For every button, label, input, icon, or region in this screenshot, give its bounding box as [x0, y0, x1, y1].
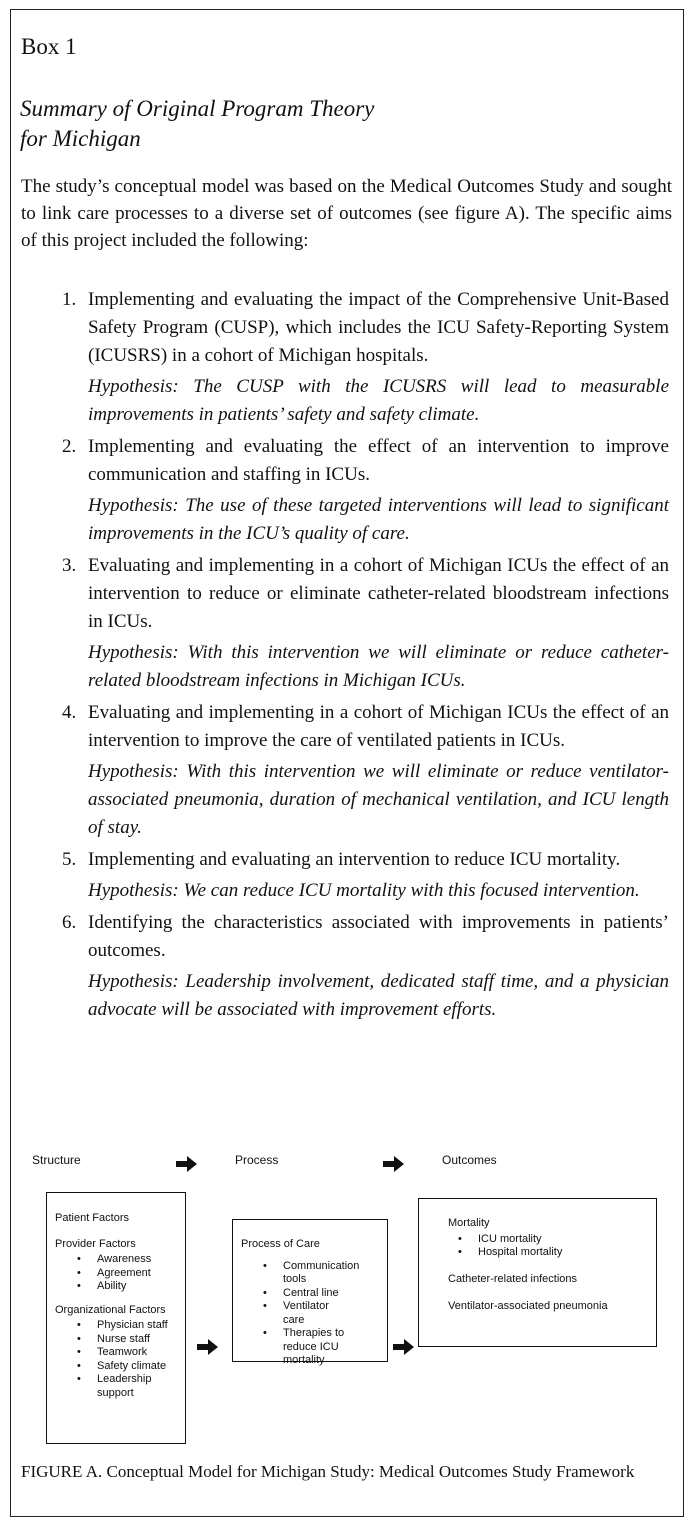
patient-factors-label: Patient Factors: [55, 1212, 129, 1224]
aim-hypothesis: Hypothesis: With this intervention we will eliminate or reduce catheter-related bloodstream infections in Michigan ICUs.: [88, 642, 669, 691]
aim-text: Evaluating and implementing in a cohort of Michigan ICUs the effect of an intervention to improve the care of ventilated patients in ICUs.: [88, 702, 669, 751]
catheter-infections-label: Catheter-related infections: [448, 1272, 578, 1285]
arrow-right-icon: [197, 1339, 219, 1355]
aim-number: 5.: [62, 849, 77, 870]
process-of-care-label: Process of Care: [241, 1238, 320, 1250]
aim-text: Implementing and evaluating the impact of the Comprehensive Unit-Based Safety Program (CUSP), which includes the ICU Safety-Reporting System (ICUSRS) in a cohort of Michigan hospitals.: [88, 289, 669, 366]
structure-heading: Structure: [32, 1153, 81, 1167]
aim-hypothesis: Hypothesis: The use of these targeted interventions will lead to significant improvements in the ICU’s quality of care.: [88, 495, 669, 544]
aim-text: Evaluating and implementing in a cohort of Michigan ICUs the effect of an intervention to reduce or eliminate catheter-related bloodstream infections in ICUs.: [88, 555, 669, 632]
figure-caption: FIGURE A. Conceptual Model for Michigan Study: Medical Outcomes Study Framework: [21, 1462, 635, 1481]
aim-hypothesis: Hypothesis: With this intervention we will eliminate or reduce ventilator-associated pneumonia, duration of mechanical ventilation, and ICU length of stay.: [88, 761, 669, 838]
provider-factors-list: [55, 1253, 185, 1294]
outcomes-heading: Outcomes: [442, 1153, 497, 1167]
aim-hypothesis: Hypothesis: Leadership involvement, dedicated staff time, and a physician advocate will be associated with improvement efforts.: [88, 971, 669, 1020]
aim-item: [62, 699, 669, 842]
list-item: • Awareness: [55, 1253, 185, 1267]
process-heading: Process: [235, 1153, 279, 1167]
box-label: Box 1: [21, 34, 77, 59]
intro-paragraph: The study’s conceptual model was based on the Medical Outcomes Study and sought to link care processes to a diverse set of outcomes (see figure A). The specific aims of this project included the following:: [21, 176, 672, 251]
list-item: • Agreement: [55, 1267, 185, 1281]
aim-text: Identifying the characteristics associated with improvements in patients’ outcomes.: [88, 912, 669, 961]
vap-label: Ventilator-associated pneumonia: [448, 1300, 608, 1312]
title-line-1: Summary of Original Program Theory: [20, 96, 375, 121]
mortality-label: Mortality: [448, 1217, 490, 1229]
aim-item: [62, 909, 669, 1024]
organizational-factors-list: [55, 1319, 185, 1400]
mortality-list: [436, 1233, 656, 1260]
list-item: • Hospital mortality: [436, 1246, 656, 1260]
box-title: [20, 94, 540, 154]
arrow-right-icon: [393, 1339, 415, 1355]
aim-number: 1.: [62, 289, 77, 310]
title-line-2: for Michigan: [20, 126, 141, 151]
aim-item: [62, 552, 669, 695]
list-item: • Leadership support: [55, 1373, 185, 1400]
list-item: • Ventilator care: [241, 1300, 351, 1327]
aim-number: 4.: [62, 702, 77, 723]
aim-text: Implementing and evaluating an intervention to reduce ICU mortality.: [88, 849, 621, 870]
list-item: • Communication tools: [241, 1260, 351, 1287]
list-item: • Ability: [55, 1280, 185, 1294]
list-item: • Therapies to reduce ICU mortality: [241, 1327, 351, 1368]
organizational-factors-label: Organizational Factors: [55, 1303, 166, 1316]
aims-list: [62, 286, 669, 1028]
process-list: [241, 1259, 360, 1368]
arrow-right-icon: [176, 1156, 198, 1172]
list-item: • Teamwork: [55, 1346, 185, 1360]
outcomes-box: [418, 1198, 657, 1347]
arrow-right-icon: [383, 1156, 405, 1172]
list-item: • ICU mortality: [436, 1233, 656, 1247]
aim-hypothesis: Hypothesis: The CUSP with the ICUSRS will lead to measurable improvements in patients’ safety and safety climate.: [88, 376, 669, 425]
aim-item: [62, 286, 669, 429]
structure-box: [46, 1192, 186, 1444]
provider-factors-label: Provider Factors: [55, 1237, 136, 1250]
aim-item: [62, 846, 669, 905]
list-item: • Physician staff: [55, 1319, 185, 1333]
aim-hypothesis: Hypothesis: We can reduce ICU mortality with this focused intervention.: [88, 880, 640, 901]
provider-factors-group: [55, 1238, 185, 1294]
list-item: • Safety climate: [55, 1360, 185, 1374]
aim-item: [62, 433, 669, 548]
organizational-factors-group: [55, 1304, 185, 1401]
aim-number: 6.: [62, 912, 77, 933]
aim-number: 2.: [62, 436, 77, 457]
list-item: • Nurse staff: [55, 1333, 185, 1347]
process-box: [232, 1219, 388, 1366]
list-item: • Central line: [241, 1287, 351, 1301]
aim-number: 3.: [62, 555, 77, 576]
aim-text: Implementing and evaluating the effect of an intervention to improve communication and staffing in ICUs.: [88, 436, 669, 485]
